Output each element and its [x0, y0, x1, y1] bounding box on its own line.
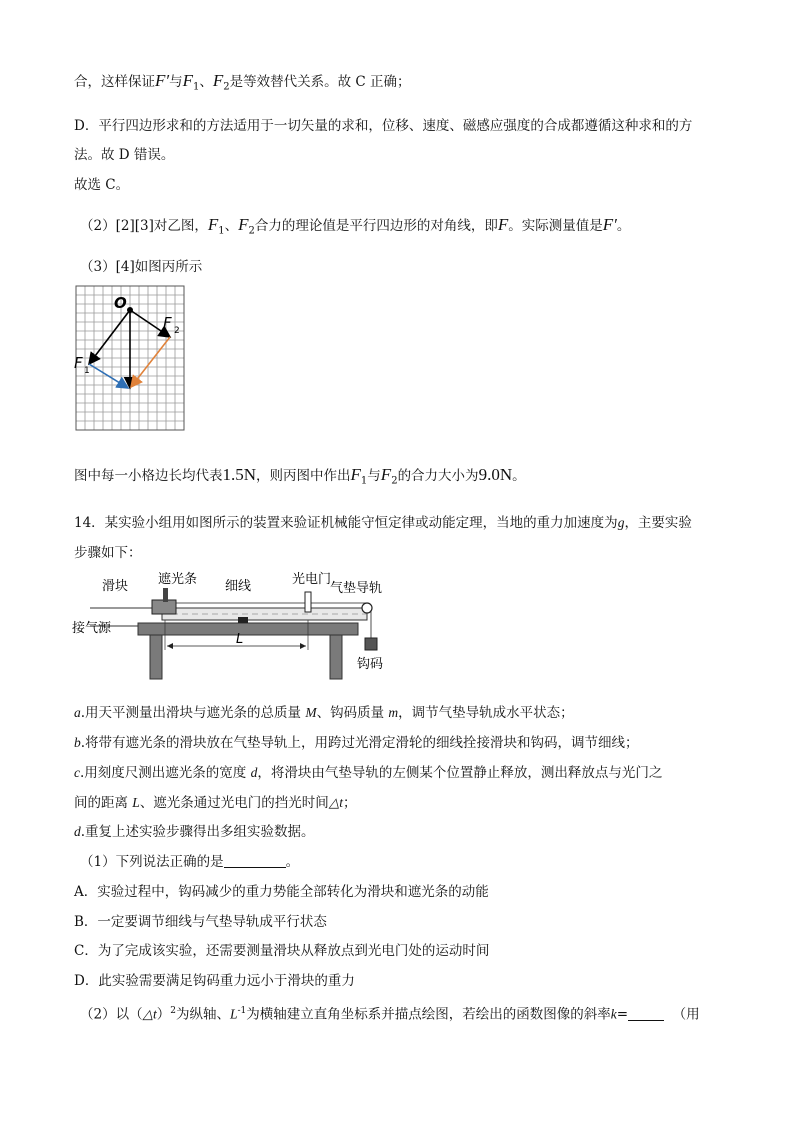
f-symbol: F — [497, 215, 509, 234]
force-grid-figure — [74, 284, 186, 432]
q14-text-a: 14．某实验小组用如图所示的装置来验证机械能守恒定律或动能定理，当地的重力加速度为 — [74, 515, 618, 531]
step-c2-text-2: 、遮光条通过光电门的挡光时间 — [139, 795, 329, 811]
f2-sub: 2 — [223, 81, 230, 93]
f-prime-symbol: F′ — [602, 215, 617, 234]
width-d-symbol: d — [250, 765, 258, 780]
text-line-4: 故选 C。 — [74, 177, 130, 193]
step-a-text-2: 、钩码质量 — [316, 705, 385, 721]
answer-blank-2[interactable] — [628, 1006, 664, 1021]
label-slider: 滑块 — [102, 579, 129, 594]
mass-m-symbol: M — [305, 705, 317, 720]
part-2 — [80, 1001, 700, 1025]
table-top — [138, 623, 358, 635]
step-c-text-1: .用刻度尺测出遮光条的宽度 — [80, 765, 247, 781]
distance-l-symbol: L — [132, 795, 140, 810]
mass-small-m-symbol: m — [388, 705, 399, 720]
text-line-2: D．平行四边形求和的方法适用于一切矢量的求和，位移、速度、磁感应强度的合成都遵循这种求和的方 — [74, 118, 693, 134]
label-f1: F — [74, 354, 83, 372]
line7-mid: ，则丙图中作出 — [256, 468, 351, 484]
f-prime-symbol: F′ — [155, 71, 170, 90]
step-c-text-2: ，将滑块由气垫导轨的左侧某个位置静止释放，测出释放点与光门之 — [257, 765, 663, 781]
square-sup: 2 — [170, 1006, 176, 1016]
parallel-f1-line — [131, 337, 170, 387]
k-symbol: k — [610, 1006, 617, 1022]
question-14-line-2: 步骤如下： — [74, 545, 142, 561]
f1-symbol: F — [207, 215, 219, 234]
option-b: B．一定要调节细线与气垫导轨成平行状态 — [74, 914, 327, 930]
f1-symbol: F — [350, 465, 361, 484]
label-thread: 细线 — [225, 579, 252, 594]
line1-and: 与 — [169, 74, 183, 90]
g-symbol: g — [617, 515, 625, 530]
step-d-letter: d — [74, 824, 81, 839]
f2-symbol: F — [238, 215, 249, 234]
line5-mid2: 。实际测量值是 — [508, 218, 603, 234]
line5-prefix: （2）[2][3]对乙图， — [80, 218, 208, 234]
f2-symbol: F — [380, 465, 392, 484]
line1-suffix: 是等效替代关系。故 C 正确； — [229, 74, 411, 90]
f2-sub: 2 — [391, 475, 398, 487]
label-f2: F — [163, 314, 172, 332]
step-b — [74, 733, 639, 753]
pulley — [362, 603, 372, 613]
line1-sep: 、 — [199, 74, 213, 90]
label-o: O — [114, 294, 127, 312]
step-a-letter: a — [74, 705, 81, 720]
part-2-e: = — [616, 1006, 629, 1023]
part-2-a: （2）以（ — [80, 1006, 143, 1023]
label-track: 气垫导轨 — [330, 581, 383, 596]
table-leg-right — [330, 635, 342, 679]
label-air-source: 接气源 — [72, 621, 112, 636]
part-2-b: ） — [156, 1006, 171, 1023]
step-c-line-2 — [74, 793, 356, 813]
label-shade: 遮光条 — [158, 572, 198, 587]
step-d — [74, 822, 315, 842]
label-f2-sub: 2 — [174, 326, 180, 336]
part-2-c: 为纵轴、 — [175, 1006, 230, 1023]
f2-sub: 2 — [248, 225, 255, 237]
f1-sub: 1 — [193, 81, 200, 93]
photogate — [305, 592, 311, 612]
origin-point — [127, 307, 133, 313]
label-weight: 钩码 — [357, 657, 384, 672]
shade-strip — [163, 588, 168, 602]
line5-mid: 合力的理论值是平行四边形的对角线，即 — [254, 218, 498, 234]
step-c2-text-1: 间的距离 — [74, 795, 128, 811]
q14-text-b: ，主要实验 — [624, 515, 692, 531]
part-2-d: 为横轴建立直角坐标系并描点绘图，若绘出的函数图像的斜率 — [246, 1006, 611, 1023]
part-2-f: （用 — [672, 1006, 700, 1023]
delta-t-symbol: △t — [142, 1006, 157, 1022]
text-line-7 — [74, 465, 526, 492]
step-d-text: .重复上述实验步骤得出多组实验数据。 — [80, 824, 315, 840]
step-a-text-1: .用天平测量出滑块与遮光条的总质量 — [80, 705, 302, 721]
value-1-5n: 1.5N — [222, 465, 257, 484]
label-l: L — [236, 632, 244, 647]
option-c: C．为了完成该实验，还需要测量滑块从释放点到光电门处的运动时间 — [74, 943, 490, 959]
f1-vector — [89, 310, 130, 364]
line1-prefix: 合，这样保证 — [74, 74, 155, 90]
delta-t-symbol: △t — [328, 795, 343, 810]
hook-weight — [365, 638, 377, 650]
step-c2-end: ； — [342, 795, 357, 811]
line5-end: 。 — [616, 218, 631, 234]
step-b-text: .将带有遮光条的滑块放在气垫导轨上，用跨过光滑定滑轮的细线拴接滑块和钩码，调节细线； — [80, 735, 639, 751]
line7-end: 。 — [512, 468, 526, 484]
step-a-text-3: ，调节气垫导轨成水平状态； — [398, 705, 574, 721]
step-a — [74, 703, 574, 723]
table-leg-left — [150, 635, 162, 679]
inverse-sup: -1 — [237, 1006, 247, 1016]
part-1 — [80, 852, 299, 872]
text-line-6: （3）[4]如图丙所示 — [80, 259, 203, 275]
text-line-3: 法。故 D 错误。 — [74, 147, 175, 163]
answer-blank-1[interactable] — [224, 853, 286, 868]
f1-sub: 1 — [218, 225, 225, 237]
line7-and: 与 — [367, 468, 381, 484]
f1-symbol: F — [182, 71, 193, 90]
step-c — [74, 763, 662, 783]
f2-symbol: F — [212, 71, 224, 90]
text-line-1 — [74, 71, 411, 98]
option-a: A．实验过程中，钩码减少的重力势能全部转化为滑块和遮光条的动能 — [74, 884, 489, 900]
question-14-line-1 — [74, 513, 692, 533]
slider-block — [152, 600, 176, 614]
l-symbol: L — [229, 1006, 238, 1022]
label-f1-sub: 1 — [84, 366, 90, 376]
text-line-5 — [80, 215, 630, 242]
apparatus-figure — [72, 570, 392, 680]
part-1-text: （1）下列说法正确的是 — [80, 854, 224, 870]
step-c-letter: c — [74, 765, 80, 780]
step-b-letter: b — [74, 735, 81, 750]
line7-prefix: 图中每一小格边长均代表 — [74, 468, 223, 484]
line7-mid2: 的合力大小为 — [397, 468, 479, 484]
label-gate: 光电门 — [292, 572, 332, 587]
part-1-end: 。 — [285, 854, 300, 870]
f1-sub: 1 — [360, 475, 368, 487]
value-9-0n: 9.0N — [478, 465, 513, 484]
line5-sep: 、 — [224, 218, 239, 234]
option-d: D．此实验需要满足钩码重力远小于滑块的重力 — [74, 973, 355, 989]
